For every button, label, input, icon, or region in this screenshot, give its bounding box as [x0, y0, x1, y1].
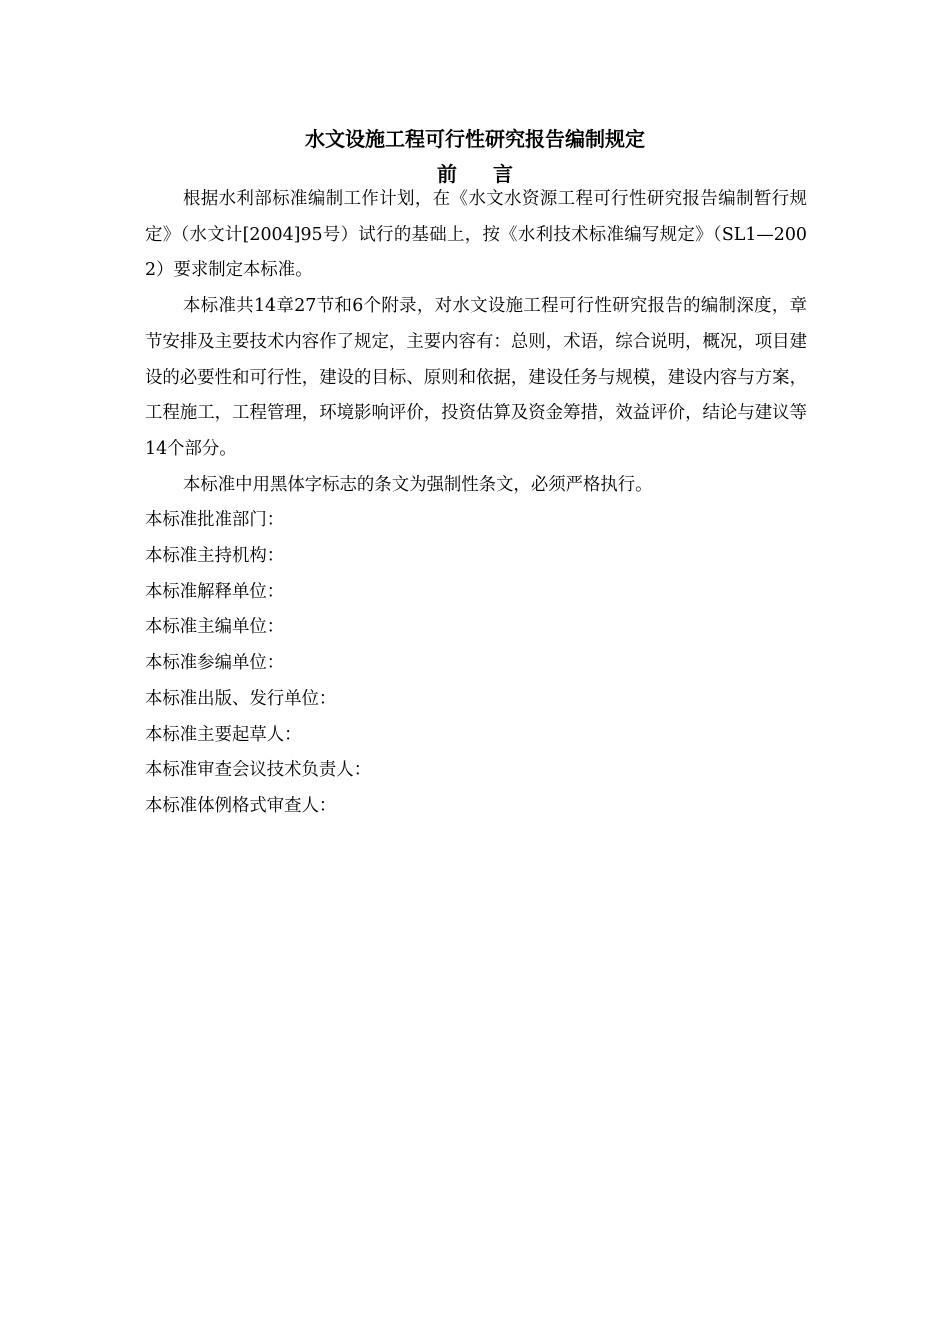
field-review-technical-lead: 本标准审查会议技术负责人：: [145, 760, 372, 781]
field-participating-unit: 本标准参编单位：: [145, 653, 285, 674]
document-title: 水文设施工程可行性研究报告编制规定: [305, 127, 645, 151]
field-main-drafters: 本标准主要起草人：: [145, 724, 302, 745]
field-format-reviewer: 本标准体例格式审查人：: [145, 795, 337, 816]
foreword-paragraph: 本标准中用黑体字标志的条文为强制性条文，必须严格执行。: [183, 474, 653, 495]
foreword-paragraph: 根据水利部标准编制工作计划，在《水文水资源工程可行性研究报告编制暂行规定》（水文计[2004]95号）试行的基础上，按《水利技术标准编写规定》（SL1—2002）要求制定本标准。: [145, 189, 807, 281]
foreword-paragraph: 本标准共14章27节和6个附录，对水文设施工程可行性研究报告的编制深度，章节安排及主要技术内容作了规定，主要内容有：总则，术语，综合说明，概况，项目建设的必要性和可行性，建设的目标、原则和依据，建设任务与规模，建设内容与方案，工程施工，工程管理，环境影响评价，投资估算及资金筹措，效益评价，结论与建议等14个部分。: [145, 296, 807, 459]
document-body: [145, 182, 807, 825]
section-title-foreword: 前言: [437, 162, 549, 186]
field-interpretation-unit: 本标准解释单位：: [145, 581, 285, 602]
field-publisher: 本标准出版、发行单位：: [145, 688, 337, 709]
field-host-organization: 本标准主持机构：: [145, 546, 285, 567]
field-chief-editor-unit: 本标准主编单位：: [145, 617, 285, 638]
field-approval-department: 本标准批准部门：: [145, 510, 285, 531]
